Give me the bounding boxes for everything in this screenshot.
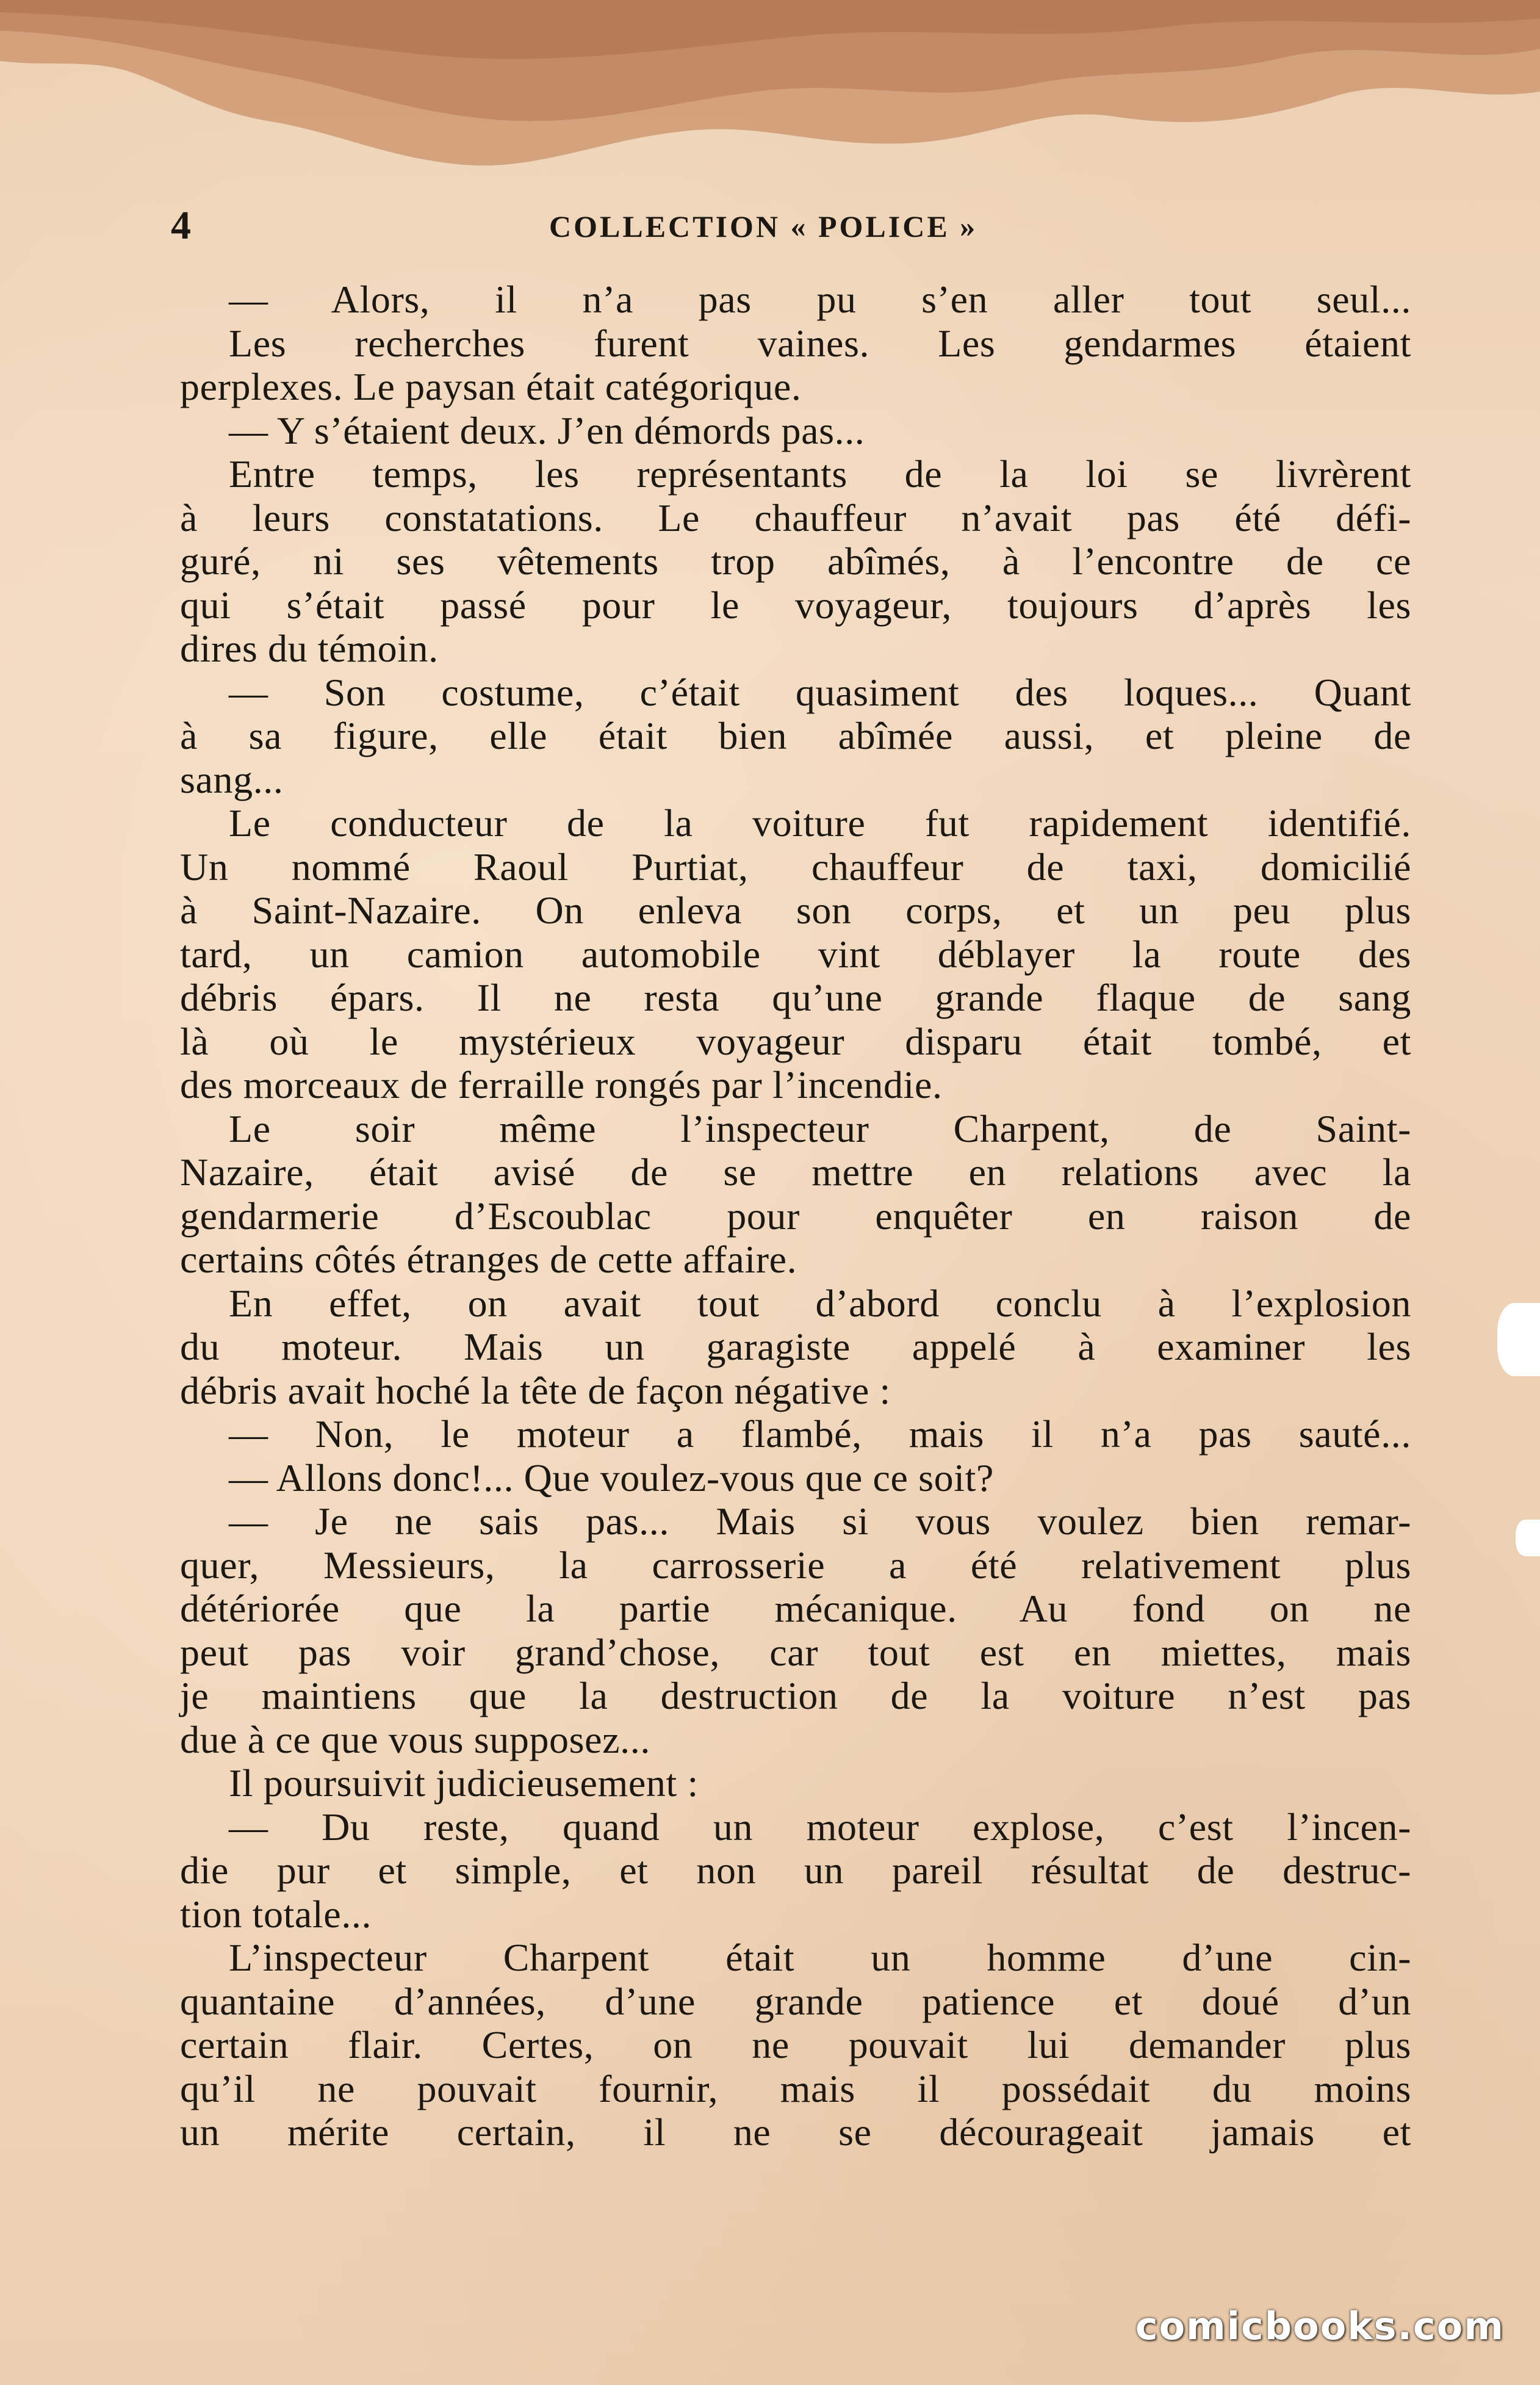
page-tear bbox=[1516, 1520, 1540, 1556]
text-line: Nazaire, était avisé de se mettre en relations avec la bbox=[180, 1150, 1411, 1194]
text-line: — Non, le moteur a flambé, mais il n’a pas sauté... bbox=[229, 1412, 1411, 1456]
text-line: débris avait hoché la tête de façon négative : bbox=[180, 1368, 891, 1412]
text-line: Le conducteur de la voiture fut rapidement identifié. bbox=[229, 801, 1411, 845]
text-line: qu’il ne pouvait fournir, mais il possédait du moins bbox=[180, 2066, 1411, 2110]
text-line: Les recherches furent vaines. Les gendarmes étaient bbox=[229, 321, 1411, 365]
text-line: perplexes. Le paysan était catégorique. bbox=[180, 365, 802, 408]
text-line: à leurs constatations. Le chauffeur n’avait pas été défi- bbox=[180, 496, 1411, 539]
text-line: là où le mystérieux voyageur disparu était tombé, et bbox=[180, 1019, 1411, 1063]
text-line: tard, un camion automobile vint déblayer la route des bbox=[180, 932, 1411, 976]
text-line: peut pas voir grand’chose, car tout est en miettes, mais bbox=[180, 1630, 1411, 1674]
text-line: Un nommé Raoul Purtiat, chauffeur de taxi, domicilié bbox=[180, 845, 1411, 889]
text-line: certains côtés étranges de cette affaire. bbox=[180, 1238, 797, 1281]
text-line: je maintiens que la destruction de la voiture n’est pas bbox=[180, 1674, 1411, 1717]
text-line: détériorée que la partie mécanique. Au fond on ne bbox=[180, 1587, 1411, 1630]
page-tear bbox=[1497, 1303, 1540, 1376]
text-line: — Son costume, c’était quasiment des loques... Quant bbox=[229, 670, 1411, 714]
text-line: à Saint-Nazaire. On enleva son corps, et un peu plus bbox=[180, 889, 1411, 932]
text-line: — Allons donc!... Que voulez-vous que ce soit? bbox=[229, 1456, 995, 1499]
text-line: des morceaux de ferraille rongés par l’incendie. bbox=[180, 1063, 943, 1106]
text-line: sang... bbox=[180, 757, 284, 801]
text-line: Il poursuivit judicieusement : bbox=[229, 1761, 699, 1805]
text-line: due à ce que vous supposez... bbox=[180, 1717, 650, 1761]
text-line: — Je ne sais pas... Mais si vous voulez bien remar- bbox=[229, 1499, 1411, 1543]
site-watermark: comicbooks.com bbox=[1135, 2304, 1505, 2348]
text-line: guré, ni ses vêtements trop abîmés, à l’encontre de ce bbox=[180, 539, 1411, 583]
text-line: die pur et simple, et non un pareil résultat de destruc- bbox=[180, 1849, 1411, 1892]
text-line: En effet, on avait tout d’abord conclu à l’explosion bbox=[229, 1281, 1411, 1325]
water-stain bbox=[0, 0, 1540, 195]
page-number: 4 bbox=[171, 203, 191, 248]
running-head bbox=[171, 201, 1409, 250]
text-line: certain flair. Certes, on ne pouvait lui demander plus bbox=[180, 2023, 1411, 2066]
text-line: qui s’était passé pour le voyageur, toujours d’après les bbox=[180, 583, 1411, 627]
text-line: L’inspecteur Charpent était un homme d’une cin- bbox=[229, 1936, 1411, 1979]
text-line: — Y s’étaient deux. J’en démords pas... bbox=[229, 408, 865, 452]
text-line: tion totale... bbox=[180, 1892, 372, 1936]
text-line: du moteur. Mais un garagiste appelé à examiner les bbox=[180, 1325, 1411, 1368]
text-line: un mérite certain, il ne se décourageait jamais et bbox=[180, 2110, 1411, 2154]
text-line: Le soir même l’inspecteur Charpent, de Saint- bbox=[229, 1106, 1411, 1150]
text-line: — Alors, il n’a pas pu s’en aller tout seul... bbox=[229, 278, 1411, 321]
text-line: Entre temps, les représentants de la loi se livrèrent bbox=[229, 452, 1411, 496]
text-line: dires du témoin. bbox=[180, 627, 439, 670]
body-text bbox=[180, 278, 1411, 2154]
text-line: à sa figure, elle était bien abîmée aussi, et pleine de bbox=[180, 714, 1411, 757]
text-line: gendarmerie d’Escoublac pour enquêter en raison de bbox=[180, 1194, 1411, 1238]
text-line: — Du reste, quand un moteur explose, c’est l’incen- bbox=[229, 1805, 1411, 1849]
text-line: quantaine d’années, d’une grande patience et doué d’un bbox=[180, 1979, 1411, 2023]
text-line: quer, Messieurs, la carrosserie a été relativement plus bbox=[180, 1543, 1411, 1587]
text-line: débris épars. Il ne resta qu’une grande flaque de sang bbox=[180, 976, 1411, 1019]
collection-title: COLLECTION « POLICE » bbox=[549, 209, 978, 244]
